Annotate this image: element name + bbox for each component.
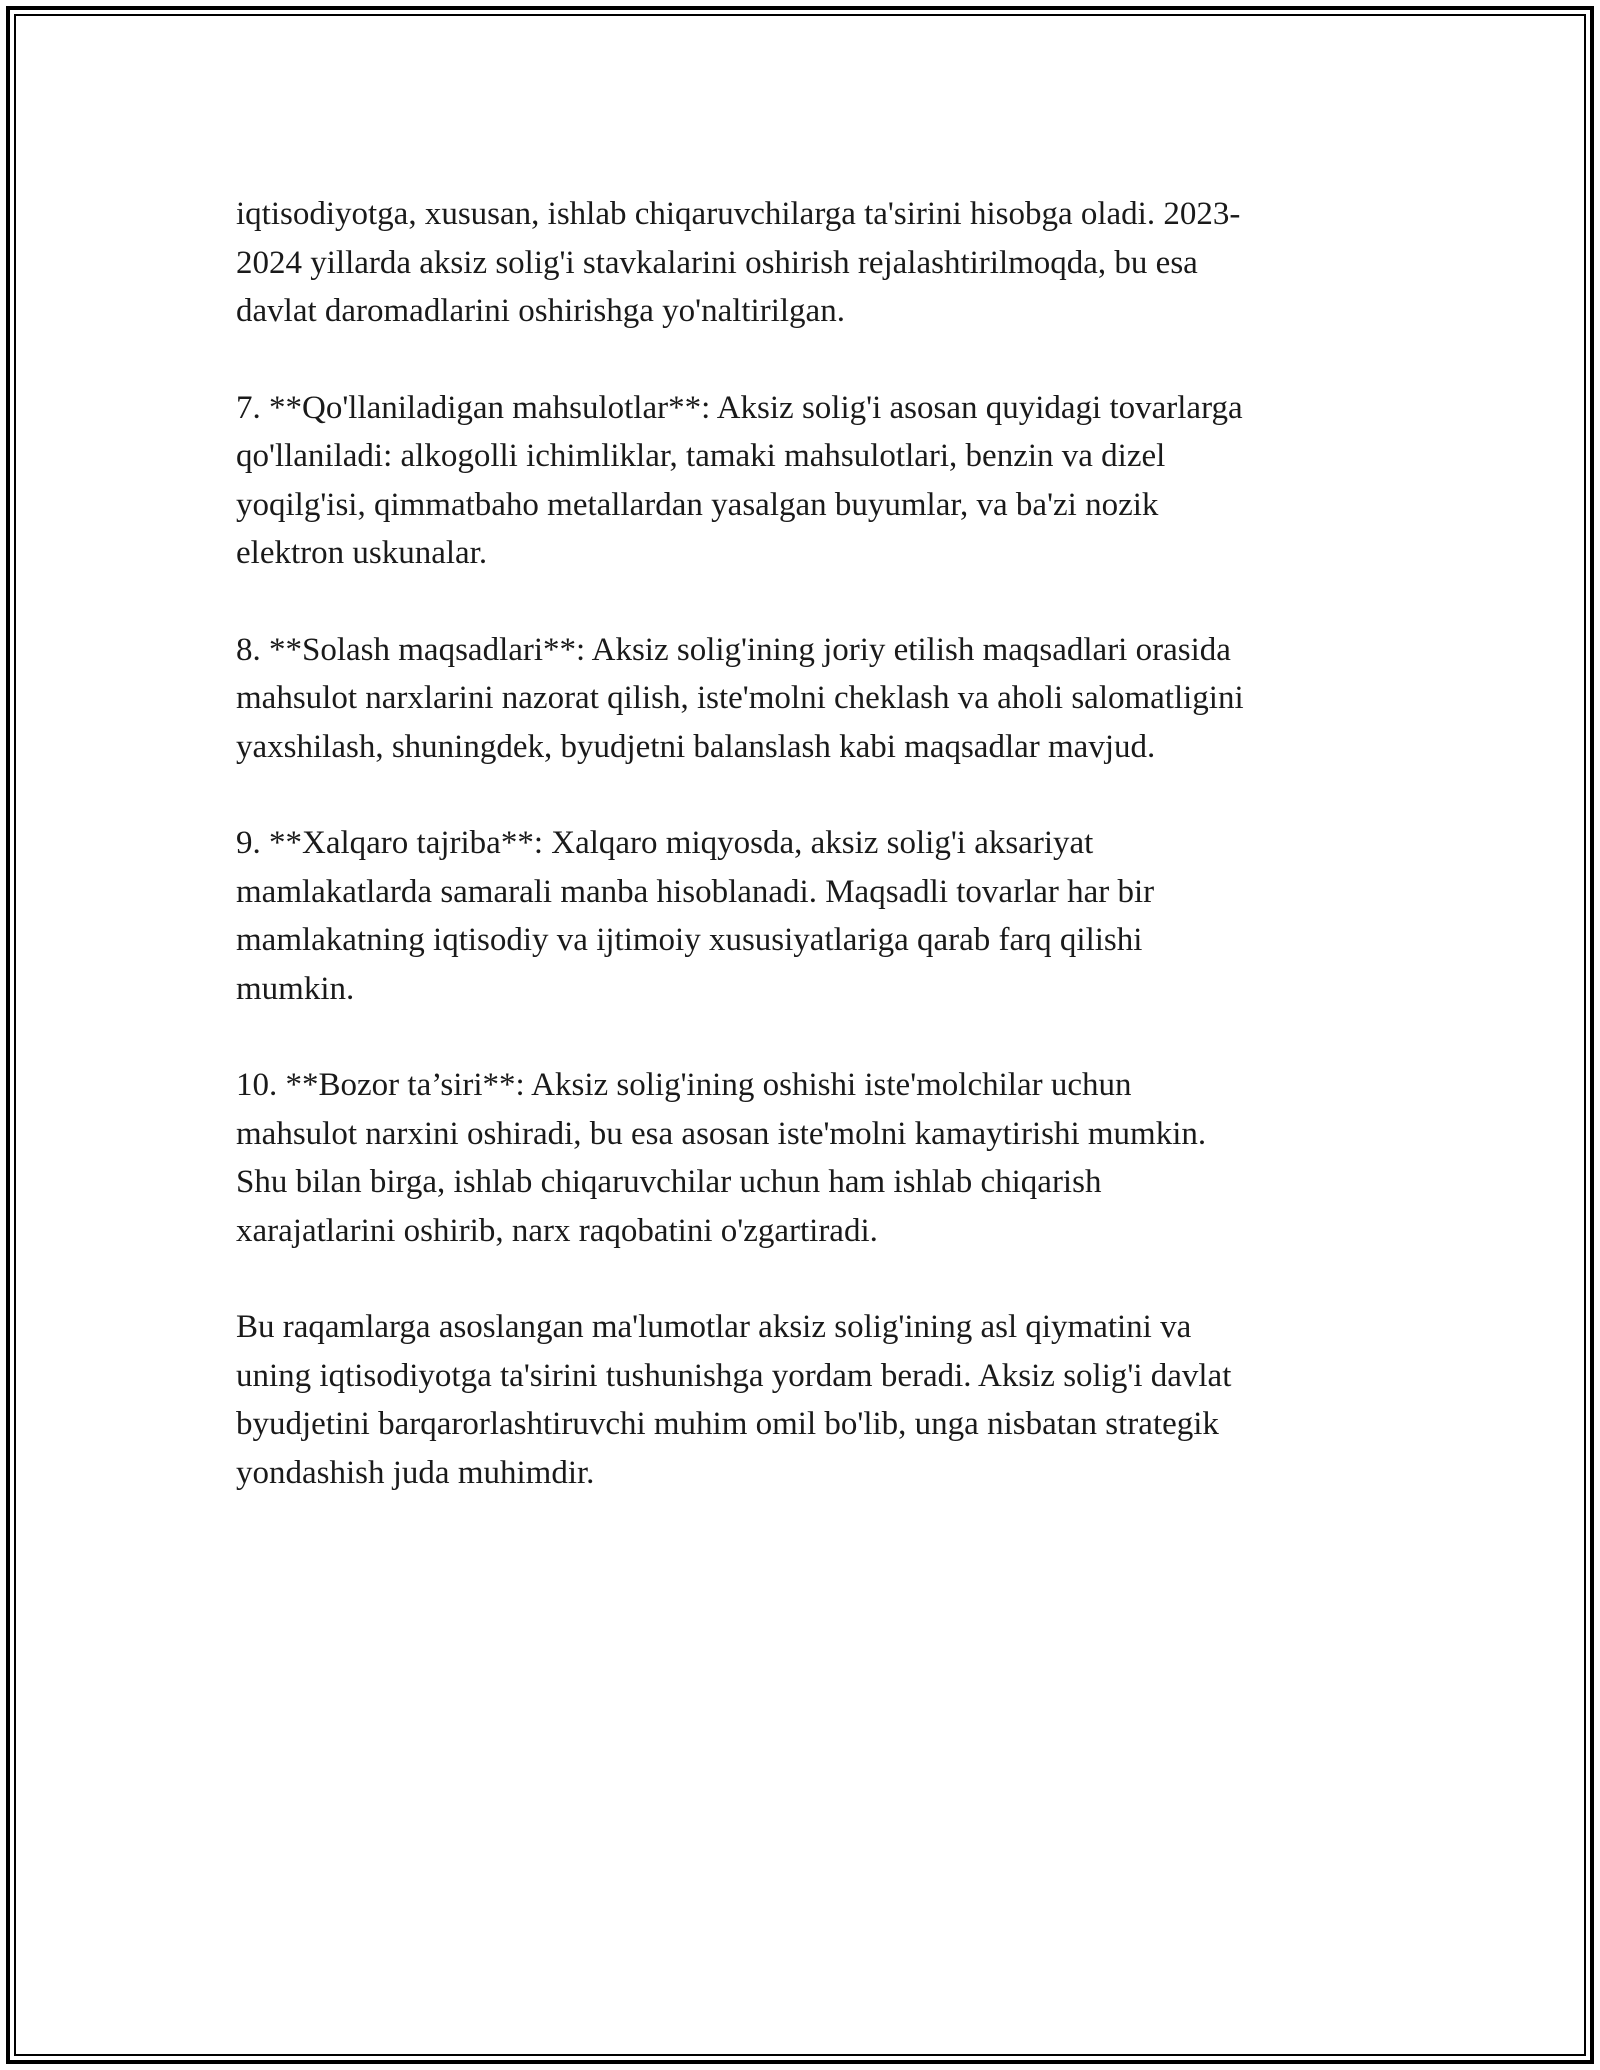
text-line: byudjetini barqarorlashtiruvchi muhim omil bo'lib, unga nisbatan strategik: [236, 1406, 1219, 1442]
text-line: uning iqtisodiyotga ta'sirini tushunishga yordam beradi. Aksiz solig'i davlat: [236, 1357, 1232, 1394]
paragraph-item-10: [236, 1061, 1366, 1255]
text-line: yaxshilash, shuningdek, byudjetni balanslash kabi maqsadlar mavjud.: [236, 728, 1156, 765]
text-line: 7. **Qo'llaniladigan mahsulotlar**: Aksiz solig'i asosan quyidagi tovarlarga: [236, 389, 1243, 426]
text-line: mumkin.: [236, 970, 355, 1007]
text-line: 8. **Solash maqsadlari**: Aksiz solig'ining joriy etilish maqsadlari orasida: [236, 631, 1231, 668]
text-line: mahsulot narxini oshiradi, bu esa asosan iste'molni kamaytirishi mumkin.: [236, 1115, 1207, 1152]
text-line: Shu bilan birga, ishlab chiqaruvchilar uchun ham ishlab chiqarish: [236, 1164, 1102, 1200]
text-line: mahsulot narxlarini nazorat qilish, iste'molni cheklash va aholi salomatligini: [236, 680, 1244, 716]
text-line: qo'llaniladi: alkogolli ichimliklar, tamaki mahsulotlari, benzin va dizel: [236, 438, 1166, 474]
paragraph-item-8: [236, 626, 1366, 772]
text-line: yondashish juda muhimdir.: [236, 1454, 595, 1491]
text-line: yoqilg'isi, qimmatbaho metallardan yasalgan buyumlar, va ba'zi nozik: [236, 486, 1159, 523]
paragraph-item-9: [236, 819, 1366, 1013]
paragraph-item-7: [236, 384, 1366, 578]
text-line: xarajatlarini oshirib, narx raqobatini o'zgartiradi.: [236, 1212, 878, 1249]
text-line: davlat daromadlarini oshirishga yo'naltirilgan.: [236, 293, 845, 329]
text-line: 9. **Xalqaro tajriba**: Xalqaro miqyosda, aksiz solig'i aksariyat: [236, 825, 1094, 861]
text-line: Bu raqamlarga asoslangan ma'lumotlar aksiz solig'ining asl qiymatini va: [236, 1309, 1192, 1345]
text-line: iqtisodiyotga, xususan, ishlab chiqaruvchilarga ta'sirini hisobga oladi. 2023-: [236, 196, 1241, 232]
text-line: mamlakatning iqtisodiy va ijtimoiy xususiyatlariga qarab farq qilishi: [236, 922, 1143, 958]
page-body: [236, 190, 1366, 1545]
text-line: elektron uskunalar.: [236, 535, 488, 571]
paragraph-intro-continuation: [236, 190, 1366, 336]
text-line: 2024 yillarda aksiz solig'i stavkalarini oshirish rejalashtirilmoqda, bu esa: [236, 244, 1198, 281]
paragraph-conclusion: [236, 1303, 1366, 1497]
text-line: mamlakatlarda samarali manba hisoblanadi. Maqsadli tovarlar har bir: [236, 873, 1155, 910]
text-line: 10. **Bozor ta’siri**: Aksiz solig'ining oshishi iste'molchilar uchun: [236, 1067, 1132, 1103]
